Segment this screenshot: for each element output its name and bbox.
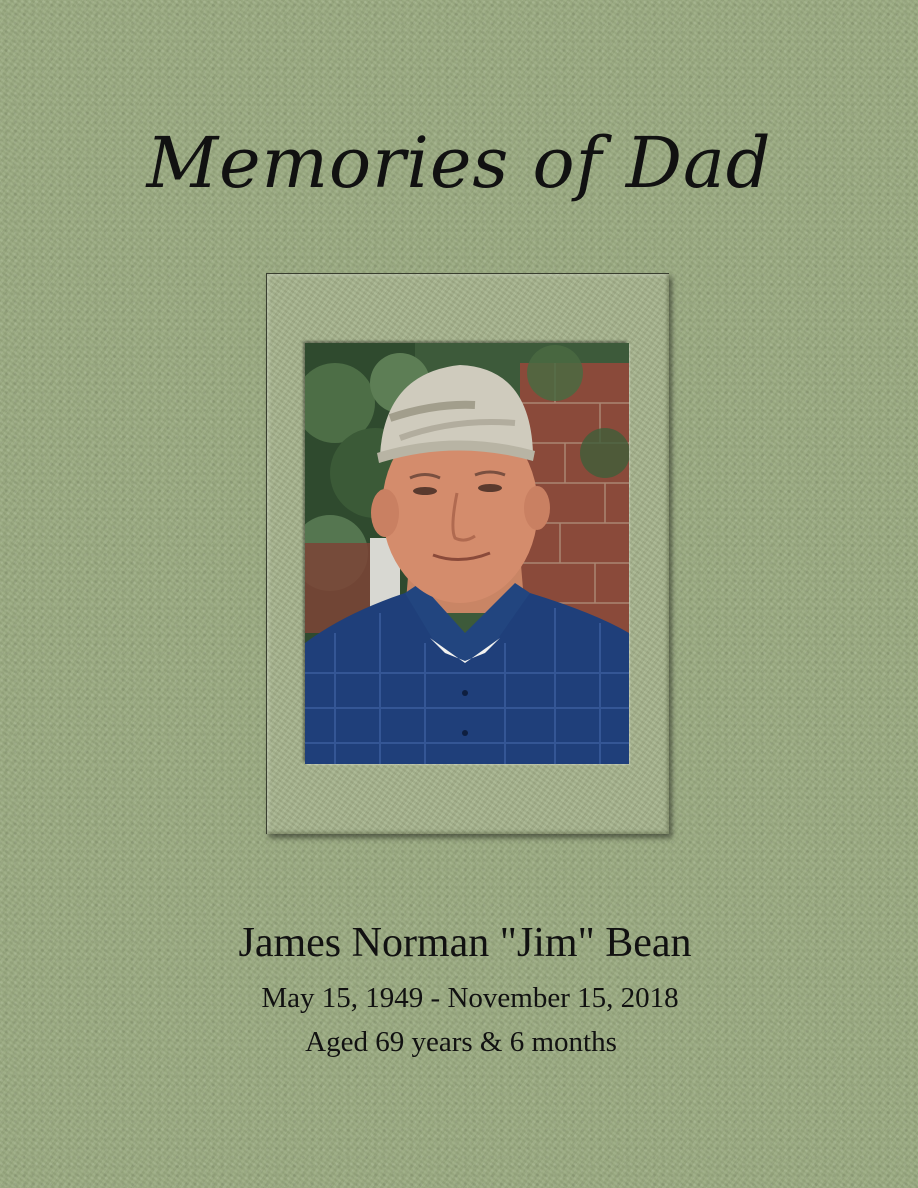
portrait-photo: [305, 343, 629, 764]
page-title: Memories of Dad: [146, 122, 772, 204]
life-dates: May 15, 1949 - November 15, 2018: [261, 982, 679, 1014]
age-text: Aged 69 years & 6 months: [305, 1026, 617, 1058]
person-name: James Norman "Jim" Bean: [238, 920, 692, 966]
